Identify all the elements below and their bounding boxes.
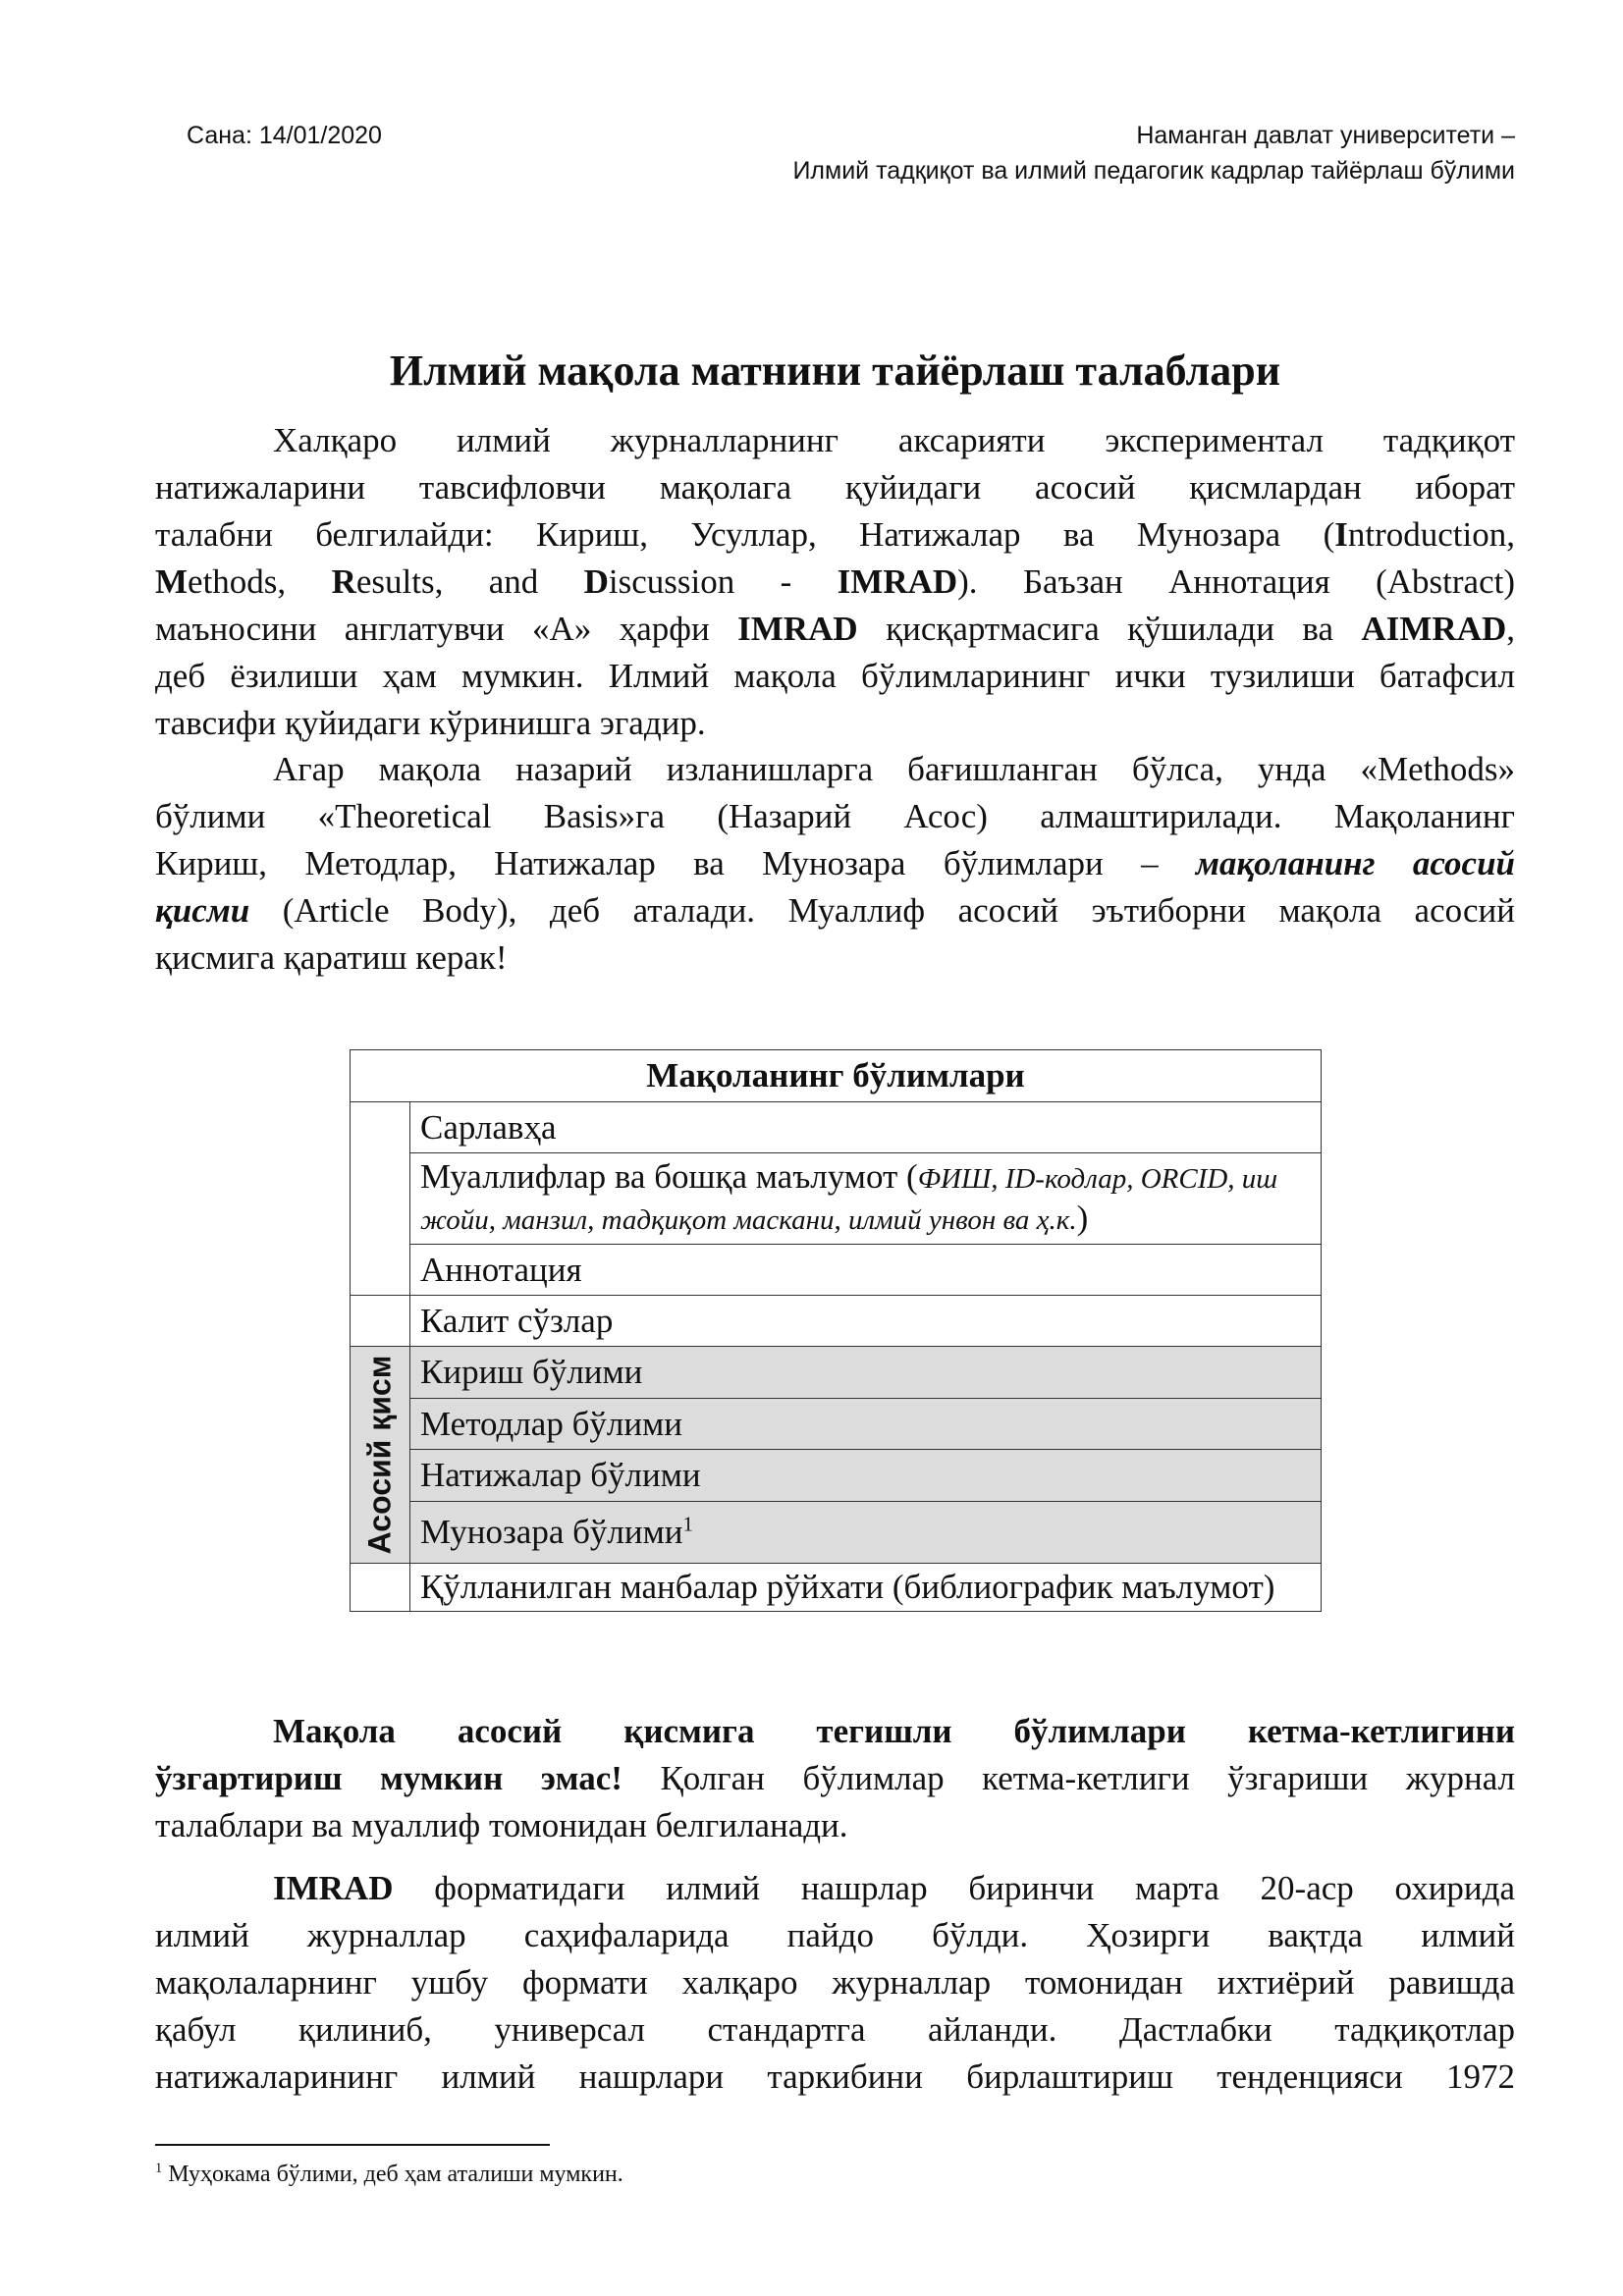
text-line: натижаларининг илмий нашрлари таркибини бирлаштириш тенденцияси 1972 xyxy=(155,2057,1515,2096)
main-part-label-cell xyxy=(351,1347,410,1564)
row-keywords: Калит сўзлар xyxy=(410,1296,1322,1347)
row-introduction: Кириш бўлими xyxy=(410,1347,1322,1399)
row-abstract: Аннотация xyxy=(410,1245,1322,1296)
table-header: Мақоланинг бўлимлари xyxy=(351,1050,1322,1102)
organization-header xyxy=(792,118,1515,188)
row-discussion: Мунозара бўлими$^1$ xyxy=(410,1502,1322,1564)
text-line: талаблари ва муаллиф томонидан белгиланади. xyxy=(155,1806,848,1844)
organization-line-2: Илмий тадқиқот ва илмий педагогик кадрлар тайёрлаш бўлими xyxy=(792,157,1515,185)
footnote-divider xyxy=(155,2144,550,2146)
paragraph-order xyxy=(155,1708,1515,1849)
article-sections-table xyxy=(350,1049,1322,1612)
text-line: Халқаро илмий журналларнинг аксарияти экспериментал тадқиқот xyxy=(273,421,1515,459)
text-line: талабни белгилайди: Кириш, Усуллар, Натижалар ва Мунозара (Introduction, xyxy=(155,515,1515,554)
footnote xyxy=(155,2158,623,2191)
row-title: Сарлавҳа xyxy=(410,1102,1322,1153)
text-line: маъносини англатувчи «А» ҳарфи IMRAD қисқартмасига қўшилади ва AIMRAD, xyxy=(155,610,1515,648)
row-methods: Методлар бўлими xyxy=(410,1398,1322,1450)
text-line: илмий журналлар саҳифаларида пайдо бўлди. Ҳозирги вақтда илмий xyxy=(155,1916,1515,1954)
footnote-text: Муҳокама бўлими, деб ҳам аталиши мумкин. xyxy=(162,2162,623,2187)
text-line: Мақола асосий қисмига тегишли бўлимлари кетма-кетлигини xyxy=(273,1712,1515,1750)
footnote-ref: 1 xyxy=(682,1512,694,1536)
text-line: қисмига қаратиш керак! xyxy=(155,938,508,977)
text-line: Агар мақола назарий изланишларга бағишланган бўлса, унда «Methods» xyxy=(273,750,1515,788)
main-part-label: Асосий қисм xyxy=(361,1355,398,1555)
text-line: Кириш, Методлар, Натижалар ва Мунозара бўлимлари – мақоланинг асосий xyxy=(155,844,1515,882)
text-line: қабул қилиниб, универсал стандартга айланди. Дастлабки тадқиқотлар xyxy=(155,2010,1515,2049)
footnote-mark: 1 xyxy=(155,2161,163,2176)
document-date: Сана: 14/01/2020 xyxy=(187,122,382,149)
text-line: деб ёзилиши ҳам мумкин. Илмий мақола бўлимларининг ички тузилиши батафсил xyxy=(155,657,1515,695)
row-references: Қўлланилган манбалар рўйхати (библиографик маълумот) xyxy=(410,1564,1322,1612)
text-line: Methods, Results, and Discussion - IMRAD). Баъзан Аннотация (Abstract) xyxy=(155,562,1515,601)
side-cell-blank xyxy=(351,1296,410,1347)
text-line: тавсифи қуйидаги кўринишга эгадир. xyxy=(155,704,706,742)
page-title: Илмий мақола матнини тайёрлаш талаблари xyxy=(389,347,1281,395)
paragraph-theory xyxy=(155,746,1515,982)
paragraph-history xyxy=(155,1865,1515,2101)
organization-line-1: Наманган давлат университети – xyxy=(1136,122,1515,149)
text-line: натижаларини тавсифловчи мақолага қуйидаги асосий қисмлардан иборат xyxy=(155,468,1515,507)
text-line: ўзгартириш мумкин эмас! Қолган бўлимлар кетма-кетлиги ўзгариши журнал xyxy=(155,1759,1516,1797)
text-line: қисми (Article Body), деб аталади. Муаллиф асосий эътиборни мақола асосий xyxy=(155,891,1515,930)
text-line: бўлими «Theoretical Basis»га (Назарий Асос) алмаштирилади. Мақоланинг xyxy=(155,797,1515,835)
row-results: Натижалар бўлими xyxy=(410,1450,1322,1502)
side-cell-blank xyxy=(351,1102,410,1296)
row-authors: Муаллифлар ва бошқа маълумот (ФИШ, ID-кодлар, ORCID, иш жойи, манзил, тадқиқот маскани, илмий унвон ва ҳ.к.) xyxy=(410,1153,1322,1245)
paragraph-intro xyxy=(155,417,1515,747)
side-cell-blank xyxy=(351,1564,410,1612)
text-line: мақолаларнинг ушбу формати халқаро журналлар томонидан ихтиёрий равишда xyxy=(155,1963,1515,2002)
text-line: IMRAD форматидаги илмий нашрлар биринчи марта 20-аср охирида xyxy=(273,1869,1515,1907)
